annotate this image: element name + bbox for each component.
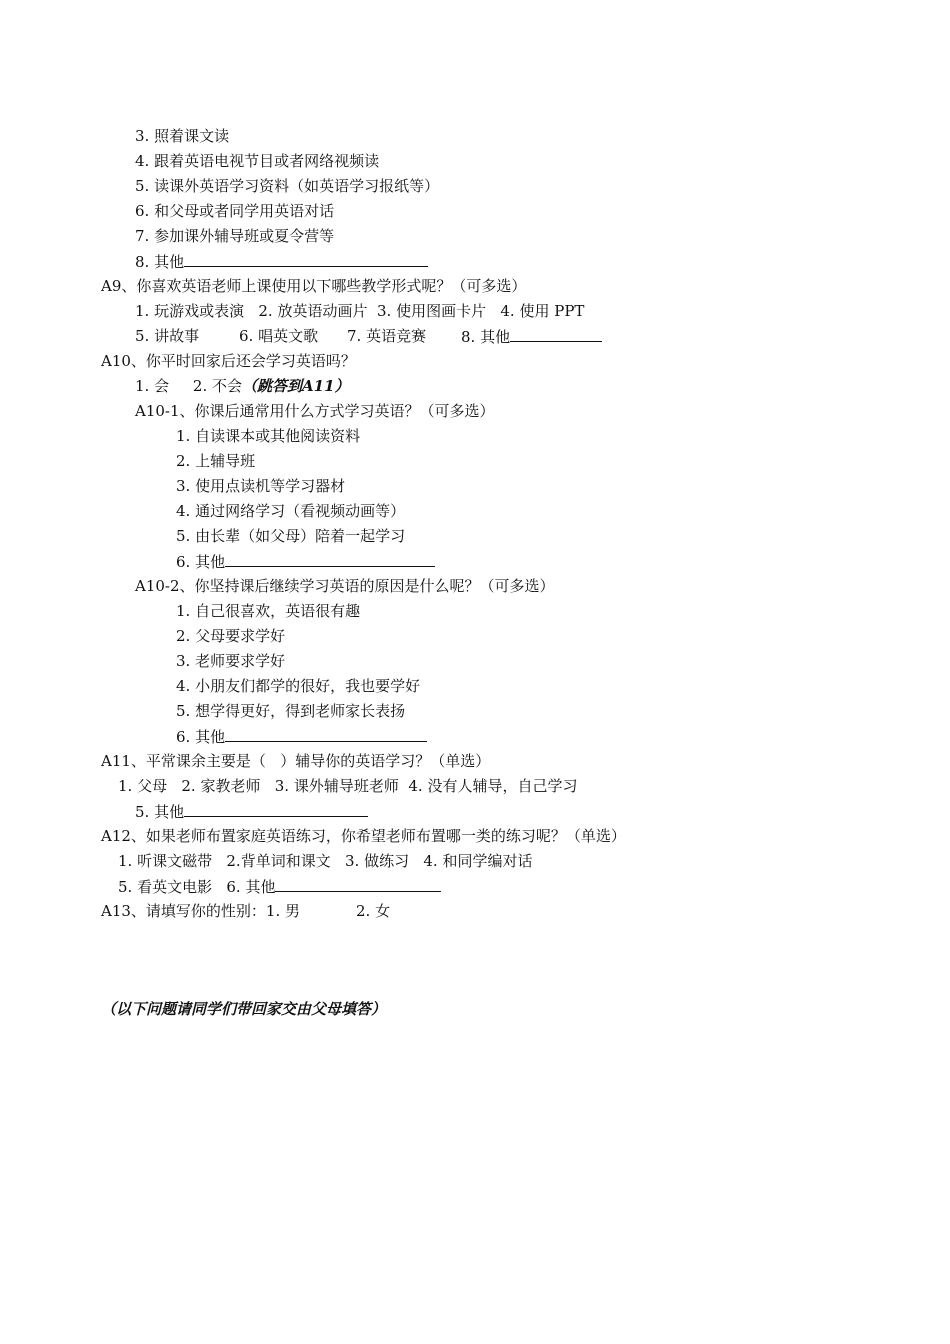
a11-option-other	[135, 801, 368, 821]
a9-option-5: 5. 讲故事	[135, 327, 200, 345]
a13-option-female: 2. 女	[356, 902, 391, 920]
q8-option-6: 6. 和父母或者同学用英语对话	[135, 202, 335, 220]
a10-1-option: 5. 由长辈（如父母）陪着一起学习	[176, 527, 406, 545]
a12-options-row1: 1. 听课文磁带 2.背单词和课文 3. 做练习 4. 和同学编对话	[118, 852, 533, 870]
a10-1-question: A10-1、你课后通常用什么方式学习英语？（可多选）	[135, 402, 495, 420]
a10-2-option: 5. 想学得更好，得到老师家长表扬	[176, 702, 406, 720]
a11-options-row1: 1. 父母 2. 家教老师 3. 课外辅导班老师 4. 没有人辅导，自己学习	[118, 777, 578, 795]
a9-question: A9、你喜欢英语老师上课使用以下哪些教学形式呢？（可多选）	[101, 277, 527, 295]
a10-answers	[135, 376, 350, 396]
a10-2-option-other	[176, 726, 427, 746]
a10-2-option: 4. 小朋友们都学的很好，我也要学好	[176, 677, 421, 695]
q8-other-blank[interactable]	[184, 251, 428, 267]
a10-1-option: 2. 上辅导班	[176, 452, 256, 470]
a10-2-question: A10-2、你坚持课后继续学习英语的原因是什么呢？（可多选）	[135, 577, 555, 595]
a11-question: A11、平常课余主要是（ ）辅导你的英语学习？（单选）	[101, 752, 491, 770]
a10-1-other-label: 6. 其他	[176, 553, 226, 571]
q8-option-8	[135, 251, 428, 271]
a13-question: A13、请填写你的性别：1. 男	[101, 902, 301, 920]
q8-option-7: 7. 参加课外辅导班或夏令营等	[135, 227, 335, 245]
a10-2-option: 3. 老师要求学好	[176, 652, 286, 670]
a9-option-8	[461, 326, 602, 346]
a10-2-other-blank[interactable]	[225, 726, 427, 742]
a9-options-row1: 1. 玩游戏或表演 2. 放英语动画片 3. 使用图画卡片 4. 使用 PPT	[135, 302, 585, 320]
a10-1-other-blank[interactable]	[225, 551, 435, 567]
a10-skip-note: （跳答到A11）	[242, 377, 350, 395]
a10-answer-options: 1. 会 2. 不会	[135, 377, 242, 395]
a12-other-blank[interactable]	[275, 876, 441, 892]
a11-other-label: 5. 其他	[135, 803, 185, 821]
a9-option-8-label: 8. 其他	[461, 328, 511, 346]
a10-2-other-label: 6. 其他	[176, 728, 226, 746]
a10-1-option: 3. 使用点读机等学习器材	[176, 477, 346, 495]
a10-question: A10、你平时回家后还会学习英语吗？	[101, 352, 356, 370]
a9-other-blank[interactable]	[510, 326, 602, 342]
q8-option-4: 4. 跟着英语电视节目或者网络视频读	[135, 152, 380, 170]
q8-option-8-label: 8. 其他	[135, 253, 185, 271]
a12-options-row2-label: 5. 看英文电影 6. 其他	[118, 878, 276, 896]
a11-other-blank[interactable]	[184, 801, 368, 817]
a10-2-option: 1. 自己很喜欢，英语很有趣	[176, 602, 361, 620]
a10-1-option: 4. 通过网络学习（看视频动画等）	[176, 502, 406, 520]
a9-option-6: 6. 唱英文歌	[239, 327, 319, 345]
a12-options-row2	[118, 876, 441, 896]
a10-1-option-other	[176, 551, 435, 571]
q8-option-3: 3. 照着课文读	[135, 127, 230, 145]
q8-option-5: 5. 读课外英语学习资料（如英语学习报纸等）	[135, 177, 440, 195]
a10-2-option: 2. 父母要求学好	[176, 627, 286, 645]
a12-question: A12、如果老师布置家庭英语练习，你希望老师布置哪一类的练习呢？（单选）	[101, 827, 626, 845]
parent-section-note: （以下问题请同学们带回家交由父母填答）	[101, 1000, 387, 1018]
a9-option-7: 7. 英语竞赛	[347, 327, 427, 345]
a10-1-option: 1. 自读课本或其他阅读资料	[176, 427, 361, 445]
